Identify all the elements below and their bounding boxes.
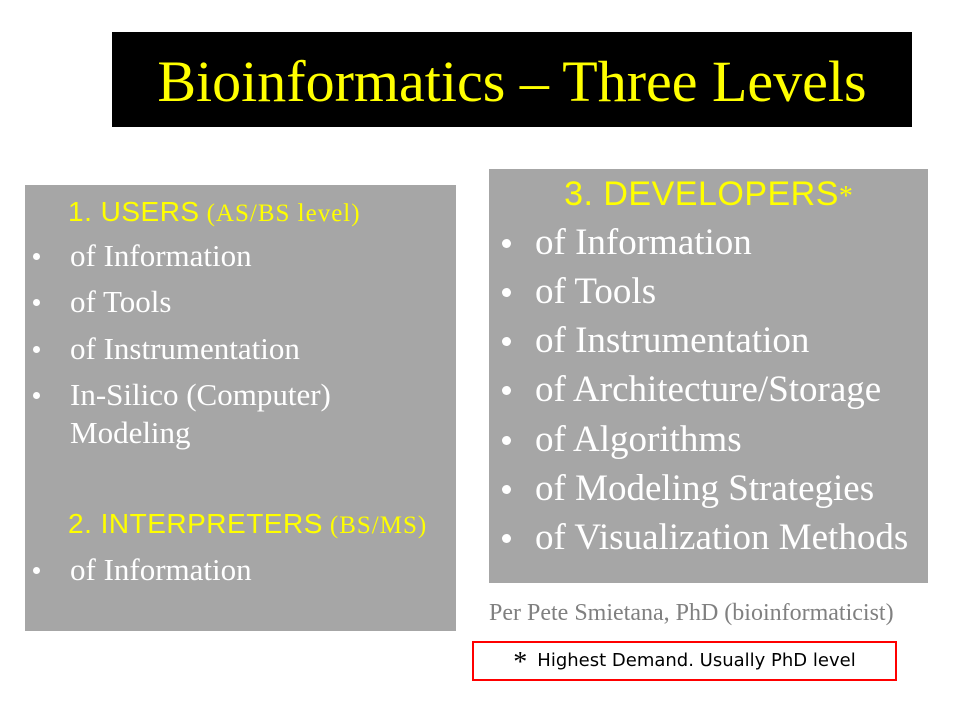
developers-item-instrumentation <box>489 319 928 363</box>
bullet-icon <box>502 436 511 445</box>
bullet-text: of Visualization Methods <box>535 517 909 558</box>
bullet-text: of Architecture/Storage <box>535 369 882 410</box>
footnote-text: Highest Demand. Usually PhD level <box>537 650 856 671</box>
bullet-icon <box>502 534 511 543</box>
users-item-tools <box>25 283 456 321</box>
footnote-box <box>472 641 897 681</box>
bullet-icon <box>502 288 511 297</box>
users-heading <box>68 195 361 229</box>
developers-item-visualization-methods <box>489 516 928 560</box>
bullet-text: of Information <box>70 552 252 587</box>
bullet-text: of Algorithms <box>535 419 742 460</box>
bullet-icon <box>33 346 40 353</box>
developers-item-modeling-strategies <box>489 467 928 511</box>
users-interpreters-panel <box>25 185 456 631</box>
interpreters-level-label: (BS/MS) <box>329 512 428 539</box>
interpreters-heading <box>68 507 427 541</box>
users-item-in-silico-modeling <box>25 376 456 450</box>
users-item-information <box>25 237 456 275</box>
bullet-icon <box>502 337 511 346</box>
developers-item-information <box>489 221 928 265</box>
bullet-text: of Instrumentation <box>70 331 300 366</box>
bullet-text: of Tools <box>535 271 657 312</box>
users-item-instrumentation <box>25 330 456 368</box>
bullet-icon <box>502 485 511 494</box>
interpreters-heading-label: 2. INTERPRETERS <box>68 508 323 539</box>
bullet-text: In-Silico (Computer) Modeling <box>70 377 331 450</box>
developers-asterisk: * <box>838 181 853 212</box>
users-heading-label: 1. USERS <box>68 196 200 227</box>
developers-heading-label: 3. DEVELOPERS <box>564 175 839 213</box>
bullet-icon <box>502 386 511 395</box>
developers-heading <box>489 174 928 214</box>
bullet-icon <box>33 567 40 574</box>
slide-title: Bioinformatics – Three Levels <box>157 48 867 114</box>
users-level-label: (AS/BS level) <box>206 200 361 227</box>
bullet-text: of Instrumentation <box>535 320 810 361</box>
bullet-icon <box>33 253 40 260</box>
bullet-text: of Information <box>70 238 252 273</box>
interpreters-item-information <box>25 551 456 589</box>
bullet-text: of Tools <box>70 284 172 319</box>
developers-panel <box>489 169 928 583</box>
bullet-text: of Information <box>535 222 752 263</box>
bullet-text: of Modeling Strategies <box>535 468 875 509</box>
bullet-icon <box>502 239 511 248</box>
title-bar <box>112 32 912 127</box>
developers-item-tools <box>489 270 928 314</box>
developers-item-algorithms <box>489 418 928 462</box>
bullet-icon <box>33 299 40 306</box>
bullet-icon <box>33 392 40 399</box>
developers-item-architecture-storage <box>489 368 928 412</box>
attribution-text: Per Pete Smietana, PhD (bioinformaticist) <box>489 600 894 626</box>
footnote-asterisk: * <box>513 647 528 678</box>
